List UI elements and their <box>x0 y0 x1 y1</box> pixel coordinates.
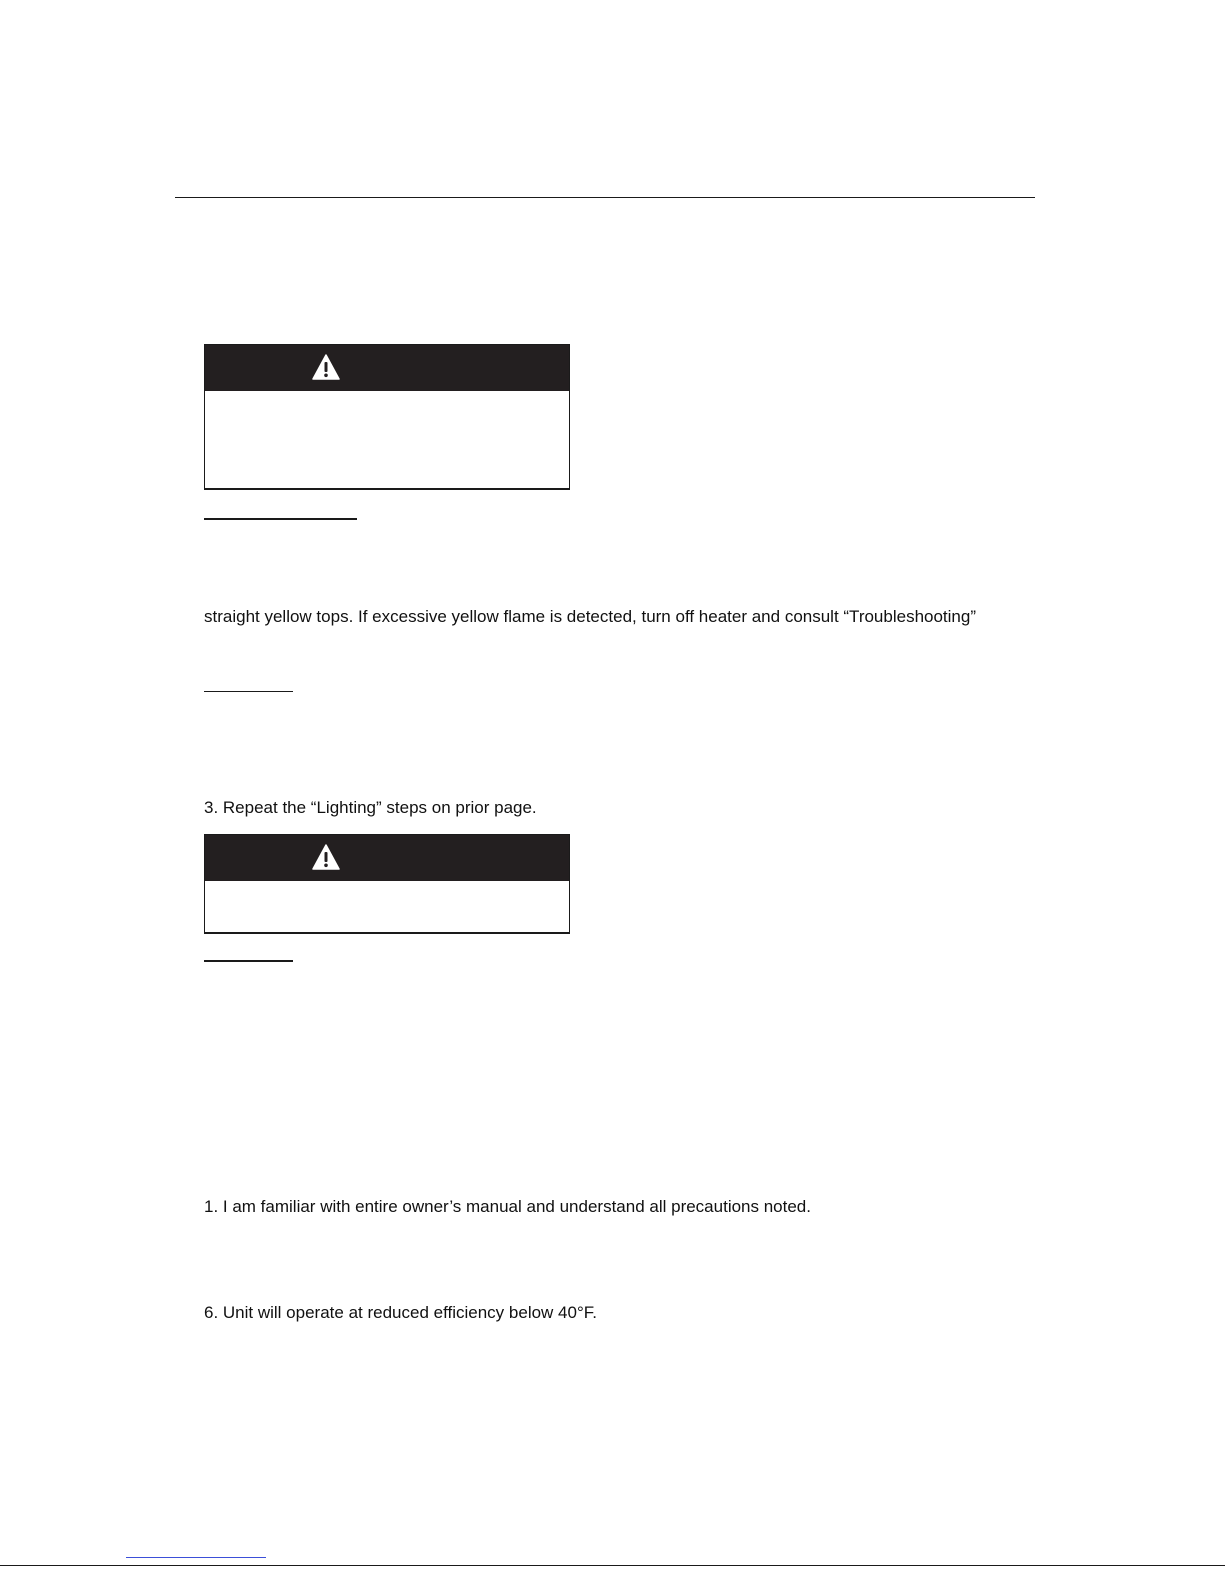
section-heading-underline-2 <box>204 691 293 692</box>
section-heading-underline-1 <box>204 518 357 520</box>
warning-triangle-icon <box>312 844 340 870</box>
footer-rule <box>0 1565 1225 1566</box>
warning-box-1 <box>204 344 570 490</box>
warning-header-2 <box>205 835 569 881</box>
flame-check-text: straight yellow tops. If excessive yellow flame is detected, turn off heater and consult “Troubleshooting” <box>204 607 977 626</box>
checklist-item-6: 6. Unit will operate at reduced efficiency below 40°F. <box>204 1303 597 1322</box>
section-heading-underline-3 <box>204 960 293 962</box>
warning-box-2 <box>204 834 570 934</box>
warning-triangle-icon <box>312 354 340 380</box>
footer-link-underline <box>126 1557 266 1558</box>
header-rule <box>175 197 1035 198</box>
relight-step-3-text: 3. Repeat the “Lighting” steps on prior page. <box>204 798 537 817</box>
checklist-item-1: 1. I am familiar with entire owner’s manual and understand all precautions noted. <box>204 1197 811 1216</box>
warning-header-1 <box>205 345 569 391</box>
